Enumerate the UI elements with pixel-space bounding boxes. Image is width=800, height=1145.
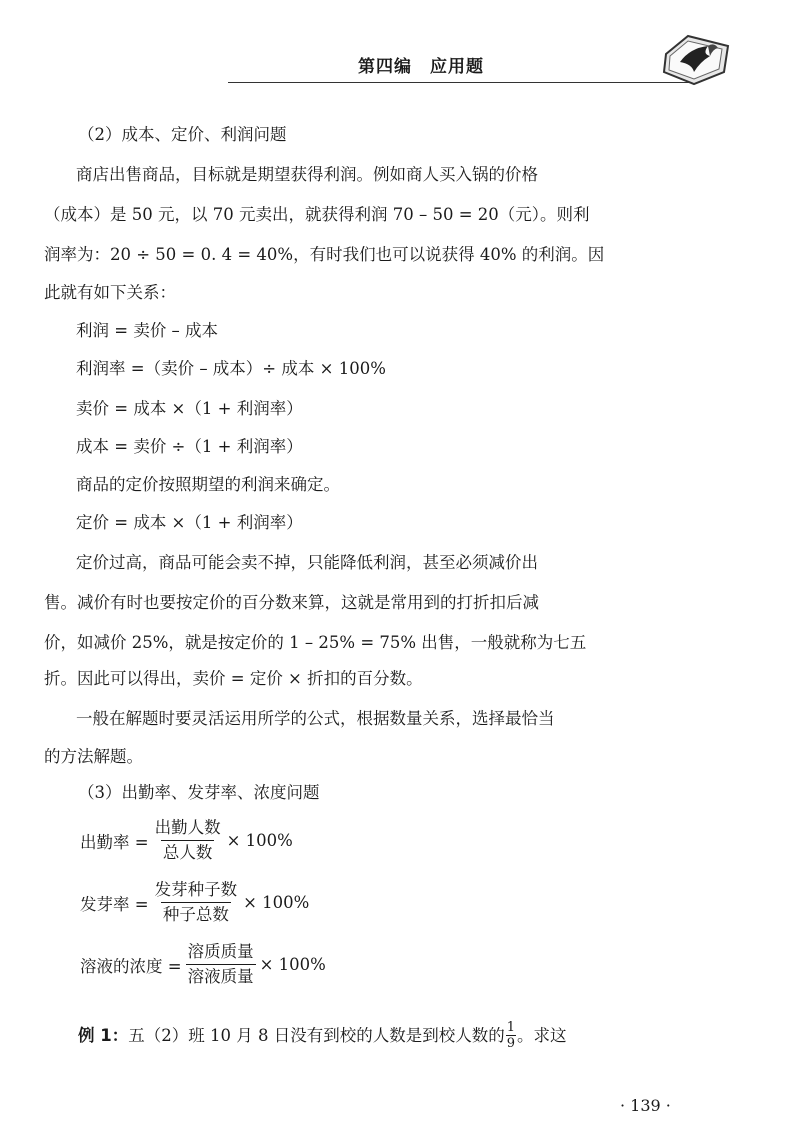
formula-attendance-rate	[80, 818, 293, 863]
formula-list-price: 定价 = 成本 ×（1 + 利润率）	[76, 513, 303, 532]
paragraph-line: 商店出售商品，目标就是期望获得利润。例如商人买入锅的价格	[76, 165, 538, 184]
fraction-numerator: 1	[506, 1020, 515, 1035]
formula-lhs: 出勤率 =	[80, 832, 149, 852]
formula-cost: 成本 = 卖价 ÷（1 + 利润率）	[76, 437, 303, 456]
paragraph-line: 定价过高，商品可能会卖不掉，只能降低利润，甚至必须减价出	[76, 553, 538, 572]
formula-lhs: 溶液的浓度 =	[80, 956, 182, 976]
paragraph-line: （成本）是 50 元，以 70 元卖出，就获得利润 70 – 50 = 20（元）。则利	[44, 205, 590, 224]
eagle-emblem-icon	[658, 32, 734, 88]
example-tail: 。求这	[517, 1025, 567, 1045]
formula-selling-price: 卖价 = 成本 ×（1 + 利润率）	[76, 399, 303, 418]
paragraph-line: 一般在解题时要灵活运用所学的公式，根据数量关系，选择最恰当	[76, 709, 555, 728]
formula-profit: 利润 = 卖价 – 成本	[76, 321, 219, 340]
formula-rhs: × 100%	[243, 893, 310, 912]
fraction-denominator: 总人数	[161, 840, 215, 863]
paragraph-line: 售。减价有时也要按定价的百分数来算，这就是常用到的打折扣后减	[44, 593, 539, 612]
section-heading-3: （3）出勤率、发芽率、浓度问题	[78, 783, 320, 802]
header-rule	[228, 82, 690, 83]
formula-rhs: × 100%	[259, 955, 326, 974]
paragraph-line: 此就有如下关系：	[44, 283, 176, 302]
page-number: · 139 ·	[620, 1096, 671, 1115]
fraction	[186, 942, 256, 987]
paragraph-line: 润率为：20 ÷ 50 = 0. 4 = 40%，有时我们也可以说获得 40% 的利润。因	[44, 245, 605, 264]
fraction	[153, 818, 223, 863]
formula-profit-rate: 利润率 =（卖价 – 成本）÷ 成本 × 100%	[76, 359, 386, 378]
paragraph-line: 商品的定价按照期望的利润来确定。	[76, 475, 340, 494]
chapter-title: 第四编 应用题	[358, 57, 484, 77]
fraction	[506, 1020, 516, 1051]
formula-germination-rate	[80, 880, 309, 925]
formula-concentration	[80, 942, 326, 987]
example-label: 例 1：	[78, 1025, 129, 1045]
fraction	[153, 880, 240, 925]
fraction-numerator: 出勤人数	[154, 818, 221, 837]
example-text: 五（2）班 10 月 8 日没有到校的人数是到校人数的	[128, 1025, 505, 1045]
fraction-denominator: 种子总数	[161, 902, 231, 925]
example-1	[78, 1020, 567, 1051]
formula-rhs: × 100%	[226, 831, 293, 850]
paragraph-line: 的方法解题。	[44, 747, 143, 766]
paragraph-line: 价，如减价 25%，就是按定价的 1 – 25% = 75% 出售，一般就称为七五	[44, 633, 587, 652]
fraction-numerator: 发芽种子数	[154, 880, 238, 899]
fraction-denominator: 9	[506, 1036, 515, 1051]
fraction-denominator: 溶液质量	[186, 964, 256, 987]
paragraph-line: 折。因此可以得出，卖价 = 定价 × 折扣的百分数。	[44, 669, 423, 688]
page-header	[0, 0, 800, 92]
section-heading-2: （2）成本、定价、利润问题	[78, 125, 287, 144]
fraction-numerator: 溶质质量	[187, 942, 254, 961]
formula-lhs: 发芽率 =	[80, 894, 149, 914]
